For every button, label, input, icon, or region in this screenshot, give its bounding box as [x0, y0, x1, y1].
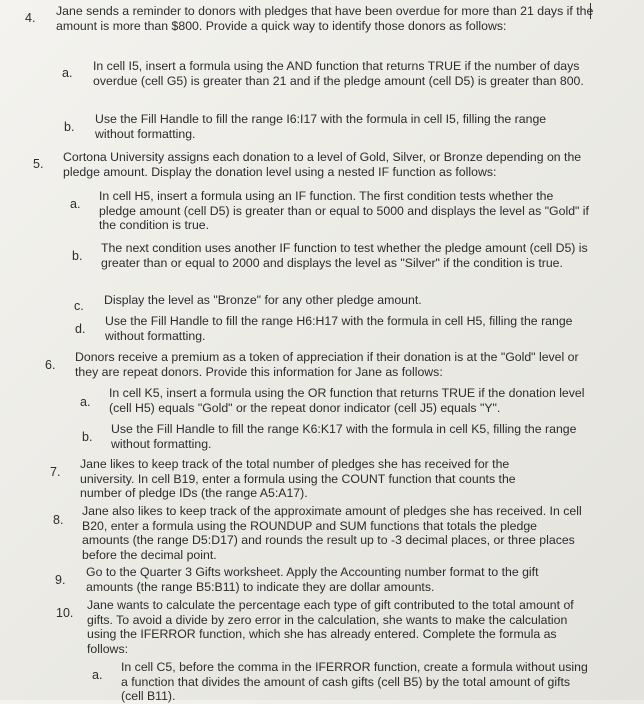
item-6b-text: Use the Fill Handle to fill the range K6:K17 with the formula in cell K5, filling the range without formatting.: [111, 422, 577, 451]
item-5-text: Cortona University assigns each donation to a level of Gold, Silver, or Bronze depending on the pledge amount. Display the donation level using a nested IF function as follows:: [63, 150, 582, 179]
item-6b-number: b.: [82, 430, 93, 444]
item-10a-text: In cell C5, before the comma in the IFERROR function, create a formula without using a function that divides the amount of cash gifts (cell B5) by the total amount of gifts (cell B11).: [121, 660, 588, 704]
item-9-body: Go to the Quarter 3 Gifts worksheet. Apply the Accounting number format to the gift amounts (the range B5:B11) to indicate they are dollar amounts.: [86, 565, 539, 594]
item-4b-text: Use the Fill Handle to fill the range I6:I17 with the formula in cell I5, filling the range without formatting.: [95, 112, 547, 141]
item-7-number: 7.: [50, 465, 61, 479]
item-5d-text: Use the Fill Handle to fill the range H6:H17 with the formula in cell H5, filling the range without formatting.: [105, 314, 573, 343]
item-10-number: 10.: [56, 606, 74, 620]
item-5c-number: c.: [74, 299, 84, 313]
item-5c-text: Display the level as "Bronze" for any other pledge amount.: [104, 293, 422, 307]
item-7-text: Jane likes to keep track of the total number of pledges she has received for the university. In cell B19, enter a formula using the COUNT function that counts the number of pledge IDs (the range A5:A17).: [80, 457, 516, 501]
item-6a-text: In cell K5, insert a formula using the OR function that returns TRUE if the donation level (cell H5) equals "Gold" or the repeat donor indicator (cell J5) equals "Y".: [109, 386, 585, 415]
item-6a-number: a.: [80, 395, 91, 409]
item-4-text: [56, 4, 596, 33]
item-5a-text: In cell H5, insert a formula using an IF function. The first condition tests whether the pledge amount (cell D5) is greater than or equal to 5000 and displays the level as "Gold" if the condition is true.: [99, 189, 589, 233]
item-5a-number: a.: [70, 197, 81, 211]
item-4a-number: a.: [62, 66, 73, 80]
item-5b-number: b.: [72, 249, 83, 263]
item-10-text: Jane wants to calculate the percentage each type of gift contributed to the total amount of gifts. To avoid a divide by zero error in the calculation, she wants to make the calculation using the IFERROR function, which she has already entered. Complete the formula as follows:: [87, 598, 574, 656]
item-4-number: 4.: [25, 11, 36, 25]
item-4b-number: b.: [64, 120, 75, 134]
item-5b-text: The next condition uses another IF function to test whether the pledge amount (cell D5) is greater than or equal to 2000 and displays the level as "Silver" if the condition is true.: [101, 241, 588, 270]
item-9-text: [86, 565, 576, 594]
item-5-number: 5.: [33, 157, 44, 171]
item-9-number: 9.: [55, 573, 66, 587]
item-10a-number: a.: [92, 668, 103, 682]
item-4a-text: In cell I5, insert a formula using the AND function that returns TRUE if the number of days overdue (cell G5) is greater than 21 and if the pledge amount (cell D5) is greater than 800.: [93, 59, 584, 88]
item-6-number: 6.: [45, 358, 56, 372]
item-8-number: 8.: [53, 513, 64, 527]
item-4-body: Jane sends a reminder to donors with pledges that have been overdue for more than 21 days if the amount is more than $800. Provide a quick way to identify those donors as follows:: [56, 4, 594, 33]
item-5d-number: d.: [75, 322, 86, 336]
item-8-text: Jane also likes to keep track of the approximate amount of pledges she has received. In cell B20, enter a formula using the ROUNDUP and SUM functions that totals the pledge amounts (the range D5:D17) and rounds the result up to -3 decimal places, or three places before the decimal point.: [82, 504, 582, 562]
item-6-text: Donors receive a premium as a token of appreciation if their donation is at the "Gold" level or they are repeat donors. Provide this information for Jane as follows:: [75, 350, 579, 379]
